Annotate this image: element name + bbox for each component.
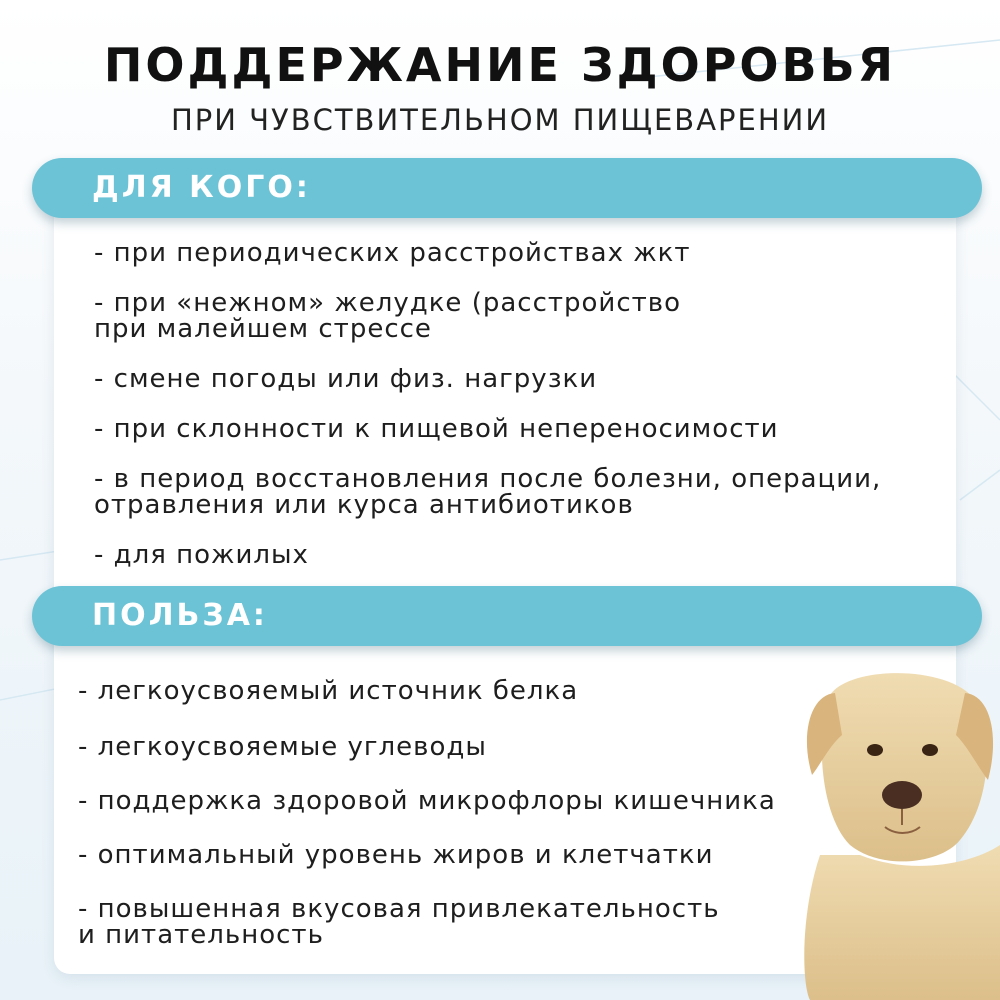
list-item: - повышенная вкусовая привлекательность и питательность: [78, 894, 720, 950]
list-item: - поддержка здоровой микрофлоры кишечника: [78, 786, 776, 816]
benefits-heading-bar: [32, 586, 982, 646]
list-item: - при «нежном» желудке (расстройство при малейшем стрессе: [94, 288, 681, 344]
list-item: - оптимальный уровень жиров и клетчатки: [78, 840, 714, 870]
for-whom-heading-bar: [32, 158, 982, 218]
list-item: - в период восстановления после болезни, операции, отравления или курса антибиотиков: [94, 464, 882, 520]
page-subtitle: ПРИ ЧУВСТВИТЕЛЬНОМ ПИЩЕВАРЕНИИ: [170, 103, 830, 137]
benefits-heading: ПОЛЬЗА:: [92, 598, 268, 633]
page-title: ПОДДЕРЖАНИЕ ЗДОРОВЬЯ: [103, 38, 897, 92]
list-item: - при склонности к пищевой непереносимости: [94, 414, 779, 444]
list-item: - для пожилых: [94, 540, 309, 570]
labrador-dog-image: [790, 655, 1000, 1000]
list-item: - при периодических расстройствах жкт: [94, 238, 691, 268]
list-item: - легкоусвояемые углеводы: [78, 732, 487, 762]
list-item: - смене погоды или физ. нагрузки: [94, 364, 598, 394]
list-item: - легкоусвояемый источник белка: [78, 676, 579, 706]
for-whom-heading: ДЛЯ КОГО:: [92, 170, 311, 205]
